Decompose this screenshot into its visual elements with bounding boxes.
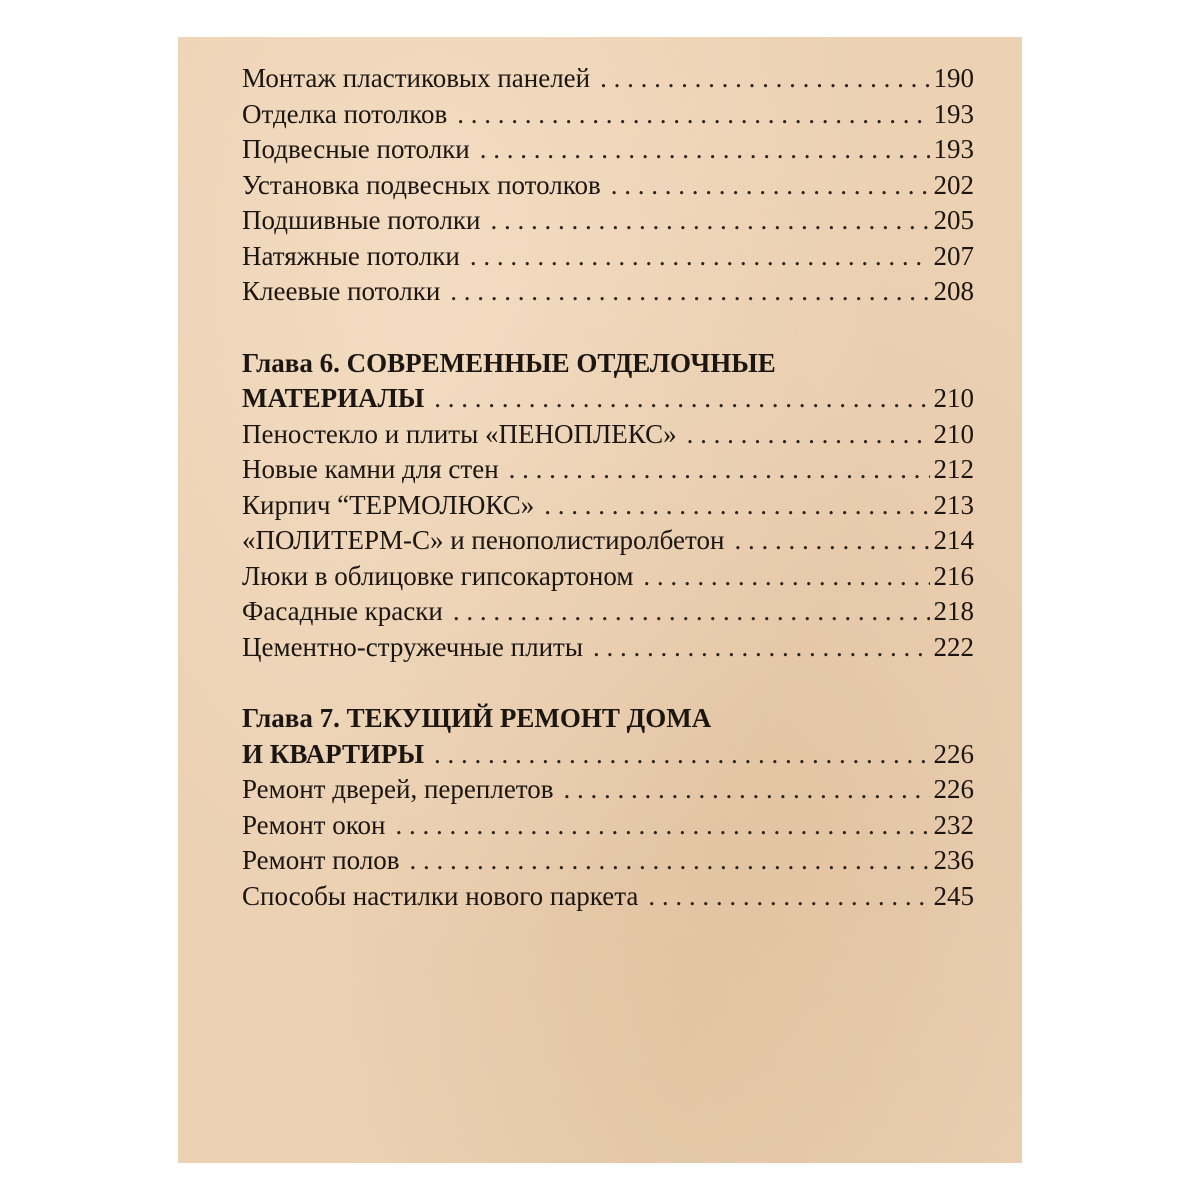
toc-entry-page: 245: [933, 880, 974, 911]
dot-leader: [648, 879, 929, 915]
toc-entry: [242, 594, 974, 630]
toc-entry-title: Ремонт полов: [242, 845, 400, 875]
toc-entry-title: Кирпич “ТЕРМОЛЮКС»: [242, 489, 535, 520]
section-gap: [242, 665, 974, 701]
toc-entry-title: Подвесные потолки: [242, 134, 470, 164]
toc-entry-page: 218: [933, 596, 974, 626]
toc-entry-title: Натяжные потолки: [242, 240, 460, 271]
dot-leader: [687, 417, 930, 453]
toc-entry-page: 213: [933, 489, 974, 520]
dot-leader: [611, 168, 930, 204]
toc-entry-page: 202: [933, 169, 974, 200]
chapter-6-page: 210: [933, 383, 974, 413]
toc-entry: [242, 772, 974, 808]
toc-entry-title: Подшивные потолки: [242, 205, 481, 235]
dot-leader: [434, 737, 930, 773]
scanned-page: [178, 37, 1022, 1163]
dot-leader: [544, 488, 929, 524]
toc-entry: [242, 97, 974, 133]
dot-leader: [734, 523, 929, 559]
toc-entry: [242, 523, 974, 559]
chapter-6-heading: Глава 6. СОВРЕМЕННЫЕ ОТДЕЛОЧНЫЕ: [242, 347, 776, 378]
toc-entry: [242, 630, 974, 666]
toc-entry: [242, 61, 974, 97]
toc-entry-page: 212: [933, 454, 974, 484]
table-of-contents: [242, 61, 974, 914]
toc-entry: [242, 488, 974, 524]
chapter-7-heading-row: [242, 737, 974, 773]
toc-entry: [242, 879, 974, 915]
toc-entry-title: Пеностекло и плиты «ПЕНОПЛЕКС»: [242, 418, 677, 449]
chapter-7-heading-line2: И КВАРТИРЫ: [242, 738, 424, 769]
toc-entry-page: 236: [933, 845, 974, 875]
toc-entry-title: Монтаж пластиковых панелей: [242, 63, 591, 93]
toc-entry-page: 207: [933, 240, 974, 271]
toc-entry-page: 216: [933, 560, 974, 591]
toc-entry-title: Клеевые потолки: [242, 276, 441, 306]
toc-entry: [242, 808, 974, 844]
toc-entry: [242, 168, 974, 204]
dot-leader: [457, 97, 929, 133]
toc-entry: [242, 559, 974, 595]
dot-leader: [480, 132, 930, 168]
toc-entry-title: Способы настилки нового паркета: [242, 880, 639, 911]
toc-entry: [242, 239, 974, 275]
toc-entry-page: 214: [933, 525, 974, 555]
dot-leader: [450, 274, 929, 310]
dot-leader: [453, 594, 930, 630]
toc-entry-page: 193: [933, 134, 974, 164]
toc-entry-title: Люки в облицовке гипсокартоном: [242, 560, 634, 591]
section-gap: [242, 310, 974, 346]
toc-entry: [242, 417, 974, 453]
toc-entry-title: Цементно-стружечные плиты: [242, 631, 583, 662]
dot-leader: [600, 61, 929, 97]
chapter-6-heading-row: [242, 381, 974, 417]
dot-leader: [643, 559, 929, 595]
dot-leader: [564, 772, 930, 808]
toc-entry: [242, 843, 974, 879]
dot-leader: [434, 381, 929, 417]
chapter-7-page: 226: [933, 738, 974, 769]
toc-entry-page: 208: [933, 276, 974, 306]
toc-entry-title: Фасадные краски: [242, 596, 443, 626]
toc-entry-page: 210: [933, 418, 974, 449]
toc-entry-title: «ПОЛИТЕРМ-С» и пенополистиролбетон: [242, 525, 725, 555]
dot-leader: [509, 452, 930, 488]
chapter-7-heading: Глава 7. ТЕКУЩИЙ РЕМОНТ ДОМА: [242, 703, 712, 733]
dot-leader: [470, 239, 930, 275]
chapter-6-heading-line2: МАТЕРИАЛЫ: [242, 383, 425, 413]
toc-entry-page: 205: [933, 205, 974, 235]
toc-entry: [242, 132, 974, 168]
toc-entry: [242, 452, 974, 488]
toc-entry-title: Отделка потолков: [242, 98, 448, 129]
toc-entry-page: 190: [933, 63, 974, 93]
toc-entry-title: Новые камни для стен: [242, 454, 499, 484]
toc-entry-page: 226: [933, 774, 974, 804]
dot-leader: [395, 808, 929, 844]
dot-leader: [593, 630, 930, 666]
toc-entry-page: 232: [933, 809, 974, 840]
toc-entry: [242, 203, 974, 239]
toc-entry-title: Ремонт окон: [242, 809, 386, 840]
toc-entry-page: 222: [933, 631, 974, 662]
toc-entry: [242, 274, 974, 310]
dot-leader: [491, 203, 930, 239]
dot-leader: [410, 843, 930, 879]
toc-entry-title: Ремонт дверей, переплетов: [242, 774, 554, 804]
toc-entry-page: 193: [933, 98, 974, 129]
toc-entry-title: Установка подвесных потолков: [242, 169, 601, 200]
